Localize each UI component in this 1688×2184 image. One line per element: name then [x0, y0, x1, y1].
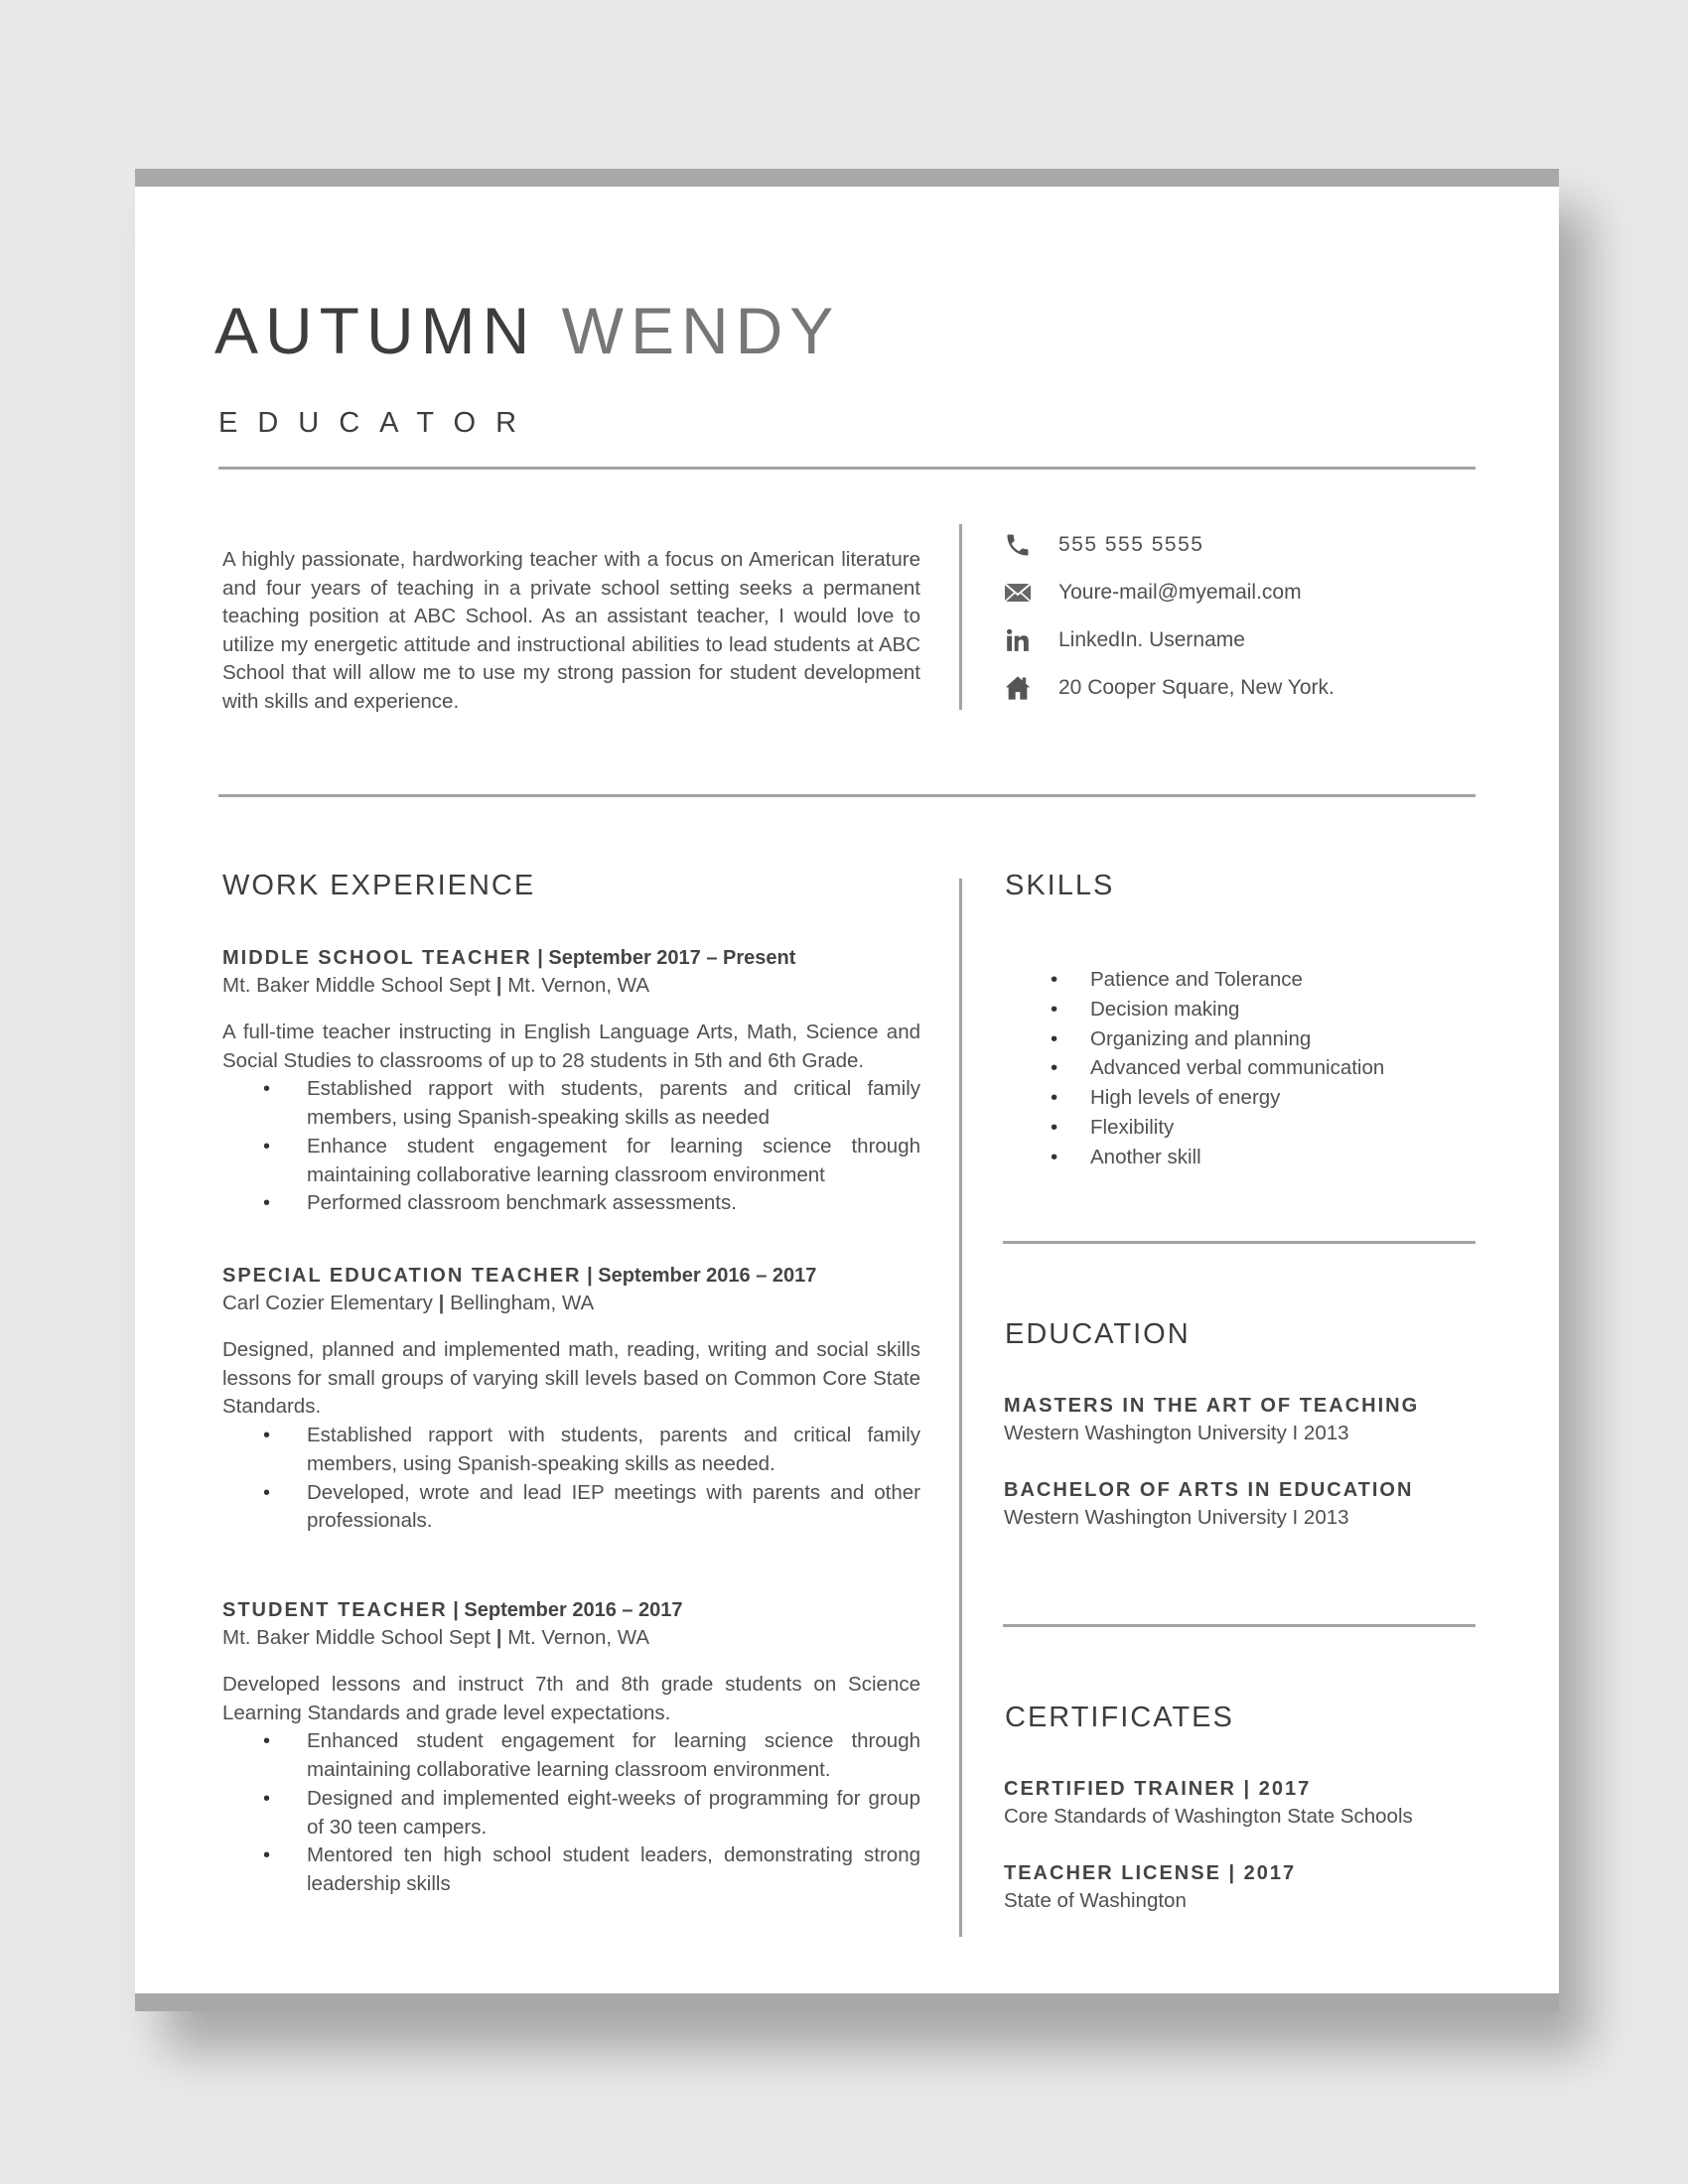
- job-title-line: MIDDLE SCHOOL TEACHER | September 2017 – Present: [222, 947, 796, 969]
- skill-item: • Flexibility: [1090, 1113, 1384, 1143]
- job-location: Mt. Vernon, WA: [507, 974, 649, 997]
- job-bullet: • Enhance student engagement for learning science through maintaining collaborative learning classroom environment: [307, 1133, 920, 1189]
- job-bullet: • Enhanced student engagement for learning science through maintaining collaborative learning classroom environment.: [307, 1727, 920, 1784]
- home-icon: [1003, 673, 1033, 703]
- job-date: September 2016 – 2017: [464, 1599, 683, 1621]
- summary-divider: [218, 794, 1476, 797]
- job-bullet: • Developed, wrote and lead IEP meetings with parents and other professionals.: [307, 1479, 920, 1536]
- contact-phone: [1003, 528, 1203, 562]
- education-entry: [1004, 1476, 1413, 1532]
- certificate-entry: [1004, 1859, 1296, 1915]
- job-org: Mt. Baker Middle School Sept: [222, 1626, 492, 1649]
- job-org-line: Carl Cozier Elementary | Bellingham, WA: [222, 1292, 595, 1314]
- work-experience-title: WORK EXPERIENCE: [222, 870, 536, 901]
- job-bullet: • Performed classroom benchmark assessments.: [307, 1189, 920, 1218]
- linkedin-username: LinkedIn. Username: [1058, 628, 1245, 651]
- job-title: MIDDLE SCHOOL TEACHER: [222, 947, 532, 969]
- job-org-line: Mt. Baker Middle School Sept | Mt. Vernon, WA: [222, 974, 649, 997]
- job-entry: [222, 1596, 920, 1899]
- job-date: September 2017 – Present: [548, 947, 796, 969]
- summary-contact-divider: [959, 524, 962, 710]
- job-bullet: • Designed and implemented eight-weeks of programming for group of 30 teen campers.: [307, 1785, 920, 1842]
- job-description: A full-time teacher instructing in English Language Arts, Math, Science and Social Studies to classrooms of up to 28 students in 5th and 6th Grade.: [222, 1021, 920, 1072]
- certificate-entry: [1004, 1775, 1413, 1831]
- job-description: Developed lessons and instruct 7th and 8th grade students on Science Learning Standards and grade level expectations.: [222, 1673, 920, 1724]
- skills-title: SKILLS: [1005, 870, 1115, 901]
- contact-address: [1003, 671, 1335, 705]
- job-location: Bellingham, WA: [450, 1292, 595, 1314]
- certificate-title: CERTIFIED TRAINER | 2017: [1004, 1778, 1312, 1800]
- job-title: SPECIAL EDUCATION TEACHER: [222, 1265, 582, 1287]
- candidate-name: [214, 294, 841, 367]
- job-bullets: [307, 1075, 920, 1218]
- job-title: STUDENT TEACHER: [222, 1599, 448, 1621]
- job-role: EDUCATOR: [218, 407, 537, 439]
- summary-text: A highly passionate, hardworking teacher with a focus on American literature and four years of teaching in a private school setting seeks a permanent teaching position at ABC School. As an assistant teacher, I would love to utilize my energetic attitude and instructional abilities to lead students at ABC School that will allow me to use my strong passion for student development with skills and experience.: [222, 548, 920, 713]
- job-title-line: SPECIAL EDUCATION TEACHER | September 2016 – 2017: [222, 1265, 817, 1287]
- job-bullets: [307, 1422, 920, 1536]
- skills-divider: [1003, 1241, 1476, 1244]
- job-org: Mt. Baker Middle School Sept: [222, 974, 492, 997]
- address: 20 Cooper Square, New York.: [1058, 676, 1335, 699]
- education-divider: [1003, 1624, 1476, 1627]
- resume-page: [135, 169, 1559, 2011]
- degree-title: BACHELOR OF ARTS IN EDUCATION: [1004, 1479, 1414, 1501]
- education-entry: [1004, 1392, 1419, 1447]
- certificates-title: CERTIFICATES: [1005, 1702, 1234, 1733]
- job-bullets: [307, 1727, 920, 1898]
- columns-divider: [959, 879, 962, 1937]
- job-entry: [222, 1262, 920, 1536]
- job-org: Carl Cozier Elementary: [222, 1292, 433, 1314]
- job-entry: [222, 944, 920, 1218]
- job-bullet: • Established rapport with students, parents and critical family members, using Spanish-speaking skills as needed: [307, 1075, 920, 1132]
- certificate-detail: Core Standards of Washington State Schools: [1004, 1805, 1413, 1828]
- degree-detail: Western Washington University I 2013: [1004, 1422, 1349, 1444]
- job-date: September 2016 – 2017: [598, 1265, 817, 1287]
- job-bullet: • Established rapport with students, parents and critical family members, using Spanish-speaking skills as needed.: [307, 1422, 920, 1478]
- degree-detail: Western Washington University I 2013: [1004, 1506, 1349, 1529]
- header-divider: [218, 467, 1476, 470]
- first-name: AUTUMN: [214, 294, 537, 367]
- email-address: Youre-mail@myemail.com: [1058, 581, 1302, 604]
- certificate-detail: State of Washington: [1004, 1889, 1187, 1912]
- skill-item: • Decision making: [1090, 995, 1384, 1024]
- last-name: WENDY: [561, 294, 841, 367]
- certificate-title: TEACHER LICENSE | 2017: [1004, 1862, 1297, 1884]
- job-location: Mt. Vernon, WA: [507, 1626, 649, 1649]
- job-title-line: STUDENT TEACHER | September 2016 – 2017: [222, 1599, 683, 1621]
- job-description: Designed, planned and implemented math, reading, writing and social skills lessons for small groups of varying skill levels based on Common Core State Standards.: [222, 1338, 920, 1419]
- skill-item: • Organizing and planning: [1090, 1024, 1384, 1054]
- job-bullet: • Mentored ten high school student leaders, demonstrating strong leadership skills: [307, 1842, 920, 1898]
- degree-title: MASTERS IN THE ART OF TEACHING: [1004, 1395, 1420, 1417]
- phone-icon: [1003, 530, 1033, 560]
- contact-linkedin: [1003, 623, 1245, 657]
- phone-number: 555 555 5555: [1058, 533, 1204, 556]
- linkedin-icon: [1003, 625, 1033, 655]
- skill-item: • Another skill: [1090, 1143, 1384, 1172]
- education-title: EDUCATION: [1005, 1318, 1191, 1350]
- skill-item: • Advanced verbal communication: [1090, 1053, 1384, 1083]
- contact-email: [1003, 576, 1302, 610]
- email-icon: [1003, 578, 1033, 608]
- skill-item: • High levels of energy: [1090, 1083, 1384, 1113]
- skill-item: • Patience and Tolerance: [1090, 965, 1384, 995]
- job-org-line: Mt. Baker Middle School Sept | Mt. Vernon, WA: [222, 1626, 649, 1649]
- skills-list: [1090, 965, 1384, 1172]
